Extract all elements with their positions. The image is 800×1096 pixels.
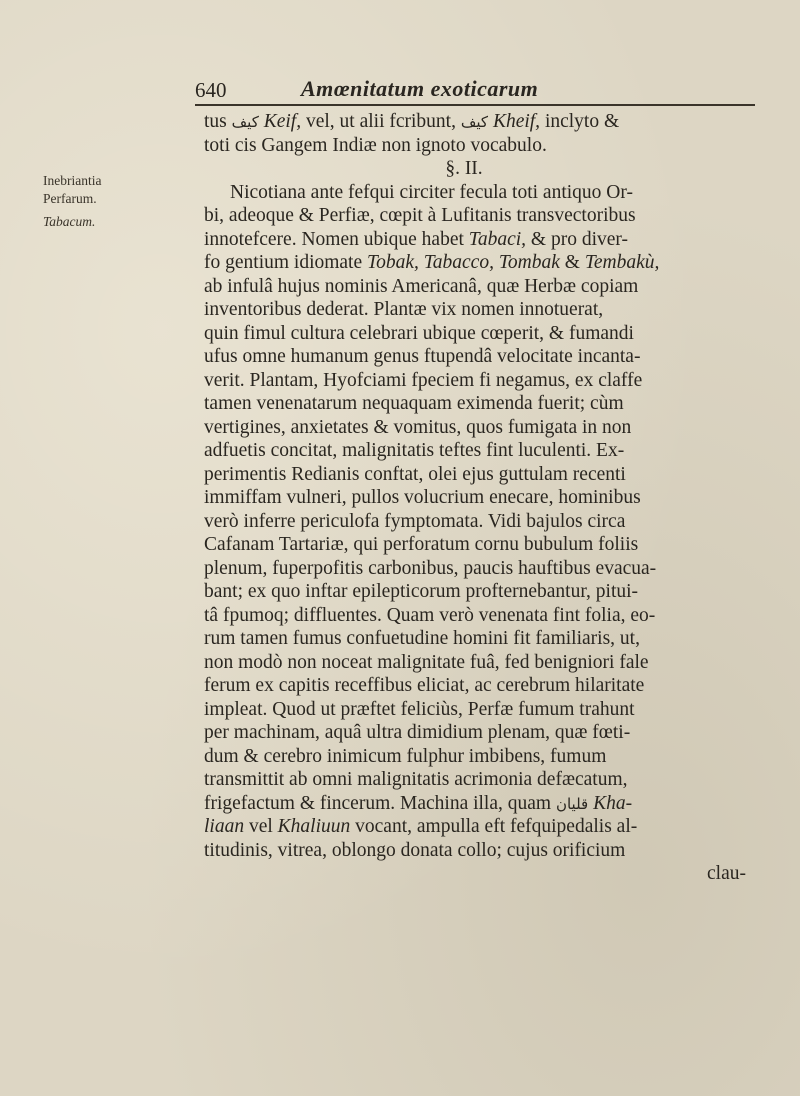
text-run: dum & cerebro inimicum fulphur imbibens, fumum	[204, 745, 607, 767]
text-run: ab infulâ hujus nominis Americanâ, quæ Herbæ copiam	[204, 275, 639, 297]
text-run: inclyto &	[540, 111, 620, 132]
text-line	[204, 815, 764, 839]
text-run: tâ fpumoq; diffluentes. Quam verò venenata fint folia, eo-	[204, 604, 656, 626]
catchword: clau-	[707, 863, 746, 884]
section-heading: §. II.	[445, 158, 483, 179]
text-line	[204, 627, 764, 651]
italic-run: liaan	[204, 816, 245, 837]
text-line	[204, 674, 764, 698]
text-line	[204, 651, 764, 675]
italic-run: Kheif,	[492, 111, 541, 132]
text-run: vocant, ampulla eft fefquipedalis al-	[350, 816, 638, 837]
text-run: &	[559, 252, 585, 273]
italic-run: Keif,	[263, 111, 302, 132]
text-line	[204, 463, 764, 487]
text-line	[204, 110, 764, 134]
text-run: innotefcere. Nomen ubique habet	[204, 228, 469, 250]
text-line	[204, 768, 764, 792]
text-line	[204, 181, 764, 205]
text-run: bi, adeoque & Perfiæ, cœpit à Lufitanis transvectoribus	[204, 205, 636, 226]
text-run: Cafanam Tartariæ, qui perforatum cornu bubulum foliis	[204, 534, 639, 555]
text-line	[204, 839, 764, 863]
arabic-word: قليان	[555, 794, 589, 813]
text-line	[204, 322, 764, 346]
text-line	[204, 510, 764, 534]
text-run: inventoribus dederat. Plantæ vix nomen innotuerat,	[204, 299, 604, 320]
running-title: Amœnitatum exoticarum	[301, 76, 539, 101]
text-line	[204, 698, 764, 722]
text-run: frigefactum & fincerum. Machina illa, quam	[204, 792, 556, 814]
text-run: bant; ex quo inftar epilepticorum profternebantur, pitui-	[204, 581, 639, 602]
text-run: ferum ex capitis receffibus eliciat, ac cerebrum hilaritate	[204, 675, 645, 696]
text-run: vel, ut alii fcribunt,	[301, 111, 461, 132]
italic-run: Tembakù,	[584, 252, 660, 273]
text-run: per machinam, aquâ ultra dimidium plenam, quæ fœti-	[204, 722, 631, 743]
italic-run: Tabaci,	[468, 228, 527, 250]
text-line	[204, 251, 764, 275]
text-line	[204, 275, 764, 299]
text-line	[204, 604, 764, 628]
text-line	[204, 392, 764, 416]
text-line	[204, 345, 764, 369]
text-run: immiffam vulneri, pullos volucrium enecare, hominibus	[204, 487, 641, 508]
text-run: quin fimul cultura celebrari ubique cœperit, & fumandi	[204, 322, 634, 344]
text-run: verit. Plantam, Hyofciami fpeciem fi negamus, ex claffe	[204, 369, 643, 391]
margin-note-inebriantia: Inebriantia Perfarum.	[43, 173, 102, 206]
text-line	[204, 533, 764, 557]
italic-run: Kha-	[593, 792, 633, 814]
text-line	[204, 486, 764, 510]
text-line	[204, 557, 764, 581]
main-text	[204, 110, 764, 886]
text-line	[204, 369, 764, 393]
text-run: Nicotiana ante fefqui circiter fecula toti antiquo Or-	[230, 181, 633, 203]
text-line	[204, 792, 764, 816]
text-run: perimentis Redianis conftat, olei ejus guttulam recenti	[204, 463, 626, 485]
text-run: tus	[204, 111, 232, 132]
text-run: vel	[244, 816, 278, 837]
text-run: toti cis Gangem Indiæ non ignoto vocabulo.	[204, 134, 547, 156]
page-header	[195, 76, 755, 104]
arabic-word: كيف	[231, 113, 259, 131]
text-line	[204, 580, 764, 604]
italic-run: Khaliuun	[277, 816, 351, 837]
text-line	[204, 721, 764, 745]
text-line	[204, 134, 764, 158]
text-run: ufus omne humanum genus ftupendâ velocitate incanta-	[204, 346, 641, 367]
text-run: vertigines, anxietates & vomitus, quos fumigata in non	[204, 416, 632, 438]
text-run: titudinis, vitrea, oblongo donata collo; cujus orificium	[204, 839, 626, 861]
text-line	[204, 204, 764, 228]
text-run: verò inferre periculofa fymptomata. Vidi bajulos circa	[204, 510, 626, 532]
text-run: tamen venenatarum nequaquam eximenda fuerit; cùm	[204, 393, 624, 414]
arabic-word: كيف	[460, 113, 489, 131]
text-run: adfuetis concitat, malignitatis teftes fint luculenti. Ex-	[204, 440, 625, 461]
text-line	[204, 439, 764, 463]
text-run: non modò non noceat malignitate fuâ, fed benigniori fale	[204, 651, 649, 673]
text-line	[204, 745, 764, 769]
page-number: 640	[195, 78, 227, 102]
margin-note-tabacum: Tabacum.	[43, 214, 96, 229]
text-run: rum tamen fumus confuetudine homini fit familiaris, ut,	[204, 628, 640, 649]
text-run: transmittit ab omni malignitatis acrimonia defæcatum,	[204, 769, 628, 790]
text-run: impleat. Quod ut præftet feliciùs, Perfæ fumum trahunt	[204, 698, 635, 720]
italic-run: Tobak, Tabacco, Tombak	[367, 252, 560, 273]
text-run: plenum, fuperpofitis carbonibus, paucis hauftibus evacua-	[204, 557, 657, 579]
text-line	[204, 416, 764, 440]
text-line	[204, 298, 764, 322]
text-run: & pro diver-	[526, 228, 629, 250]
header-rule	[195, 104, 755, 106]
text-run: fo gentium idiomate	[204, 252, 368, 273]
text-line	[204, 228, 764, 252]
